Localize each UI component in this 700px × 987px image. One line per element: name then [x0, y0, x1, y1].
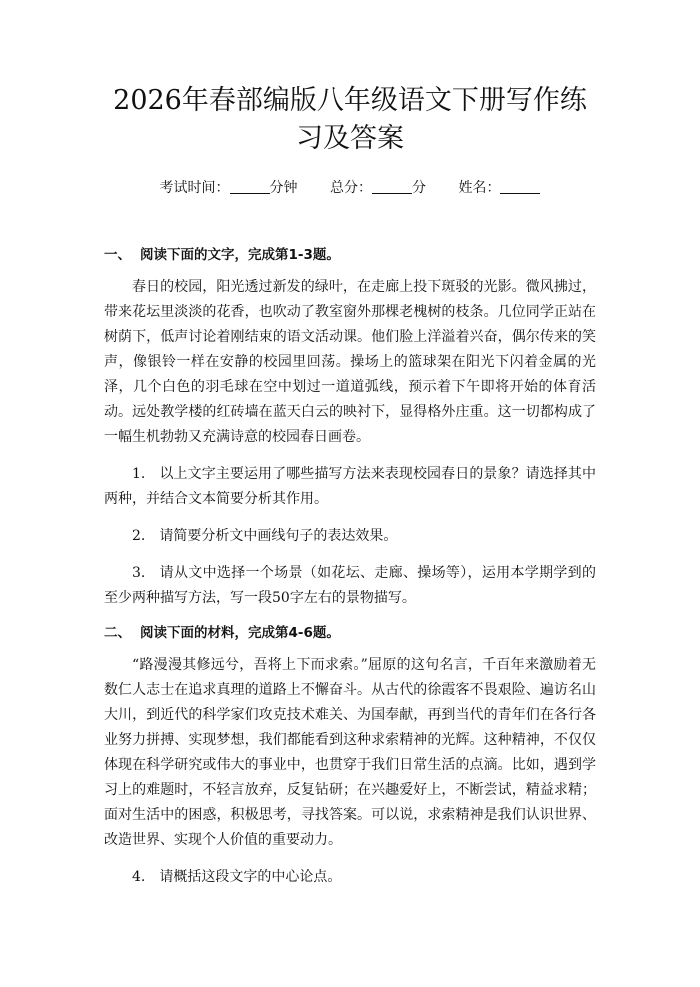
- time-unit: 分钟: [269, 180, 298, 196]
- question-text: 请从文中选择一个场景（如花坛、走廊、操场等），运用本学期学到的至少两种描写方法，写一段50字左右的景物描写。: [104, 565, 596, 606]
- question-1: [104, 462, 596, 512]
- section-heading-text: 阅读下面的文字，完成第1-3题。: [140, 247, 340, 263]
- score-blank: [372, 179, 412, 194]
- reading-passage-2: “路漫漫其修远兮，吾将上下而求索。”屈原的这句名言，千百年来激励着无数仁人志士在追求真理的道路上不懈奋斗。从古代的徐霞客不畏艰险、遍访名山大川，到近代的科学家们攻克技术难关、为国奉献，再到当代的青年们在各行各业努力拼搏、实现梦想，我们都能看到这种求索精神的光辉。这种精神，不仅仅体现在科学研究或伟大的事业中，也贯穿于我们日常生活的点滴。比如，遇到学习上的难题时，不轻言放弃，反复钻研；在兴趣爱好上，不断尝试，精益求精；面对生活中的困惑，积极思考，寻找答案。可以说，求索精神是我们认识世界、改造世界、实现个人价值的重要动力。: [104, 657, 596, 848]
- question-4: [104, 865, 596, 890]
- question-text: 请概括这段文字的中心论点。: [159, 869, 342, 885]
- question-2: [104, 524, 596, 549]
- question-number: 3.: [132, 565, 146, 581]
- question-number: 1.: [132, 466, 146, 482]
- question-text: 请简要分析文中画线句子的表达效果。: [159, 528, 398, 544]
- section-heading-2: [104, 623, 596, 643]
- question-text: 以上文字主要运用了哪些描写方法来表现校园春日的景象？请选择其中两种，并结合文本简要分析其作用。: [104, 466, 596, 507]
- section-heading-1: [104, 245, 596, 265]
- document-page: [0, 82, 700, 987]
- page-title: 2026年春部编版八年级语文下册写作练习及答案: [113, 85, 587, 154]
- score-label: 总分：: [330, 180, 372, 196]
- question-3: [104, 561, 596, 611]
- name-label: 姓名：: [458, 180, 501, 196]
- section-number: 一、: [104, 247, 131, 263]
- section-number: 二、: [104, 625, 131, 641]
- name-blank: [500, 179, 540, 194]
- score-unit: 分: [412, 180, 426, 196]
- time-field: [160, 180, 302, 196]
- section-heading-text: 阅读下面的材料，完成第4-6题。: [140, 625, 340, 641]
- exam-meta: [104, 178, 596, 198]
- question-number: 2.: [132, 528, 146, 544]
- score-field: [330, 180, 430, 196]
- time-blank: [230, 179, 270, 194]
- name-field: [458, 180, 540, 196]
- question-number: 4.: [132, 869, 146, 885]
- time-label: 考试时间：: [159, 180, 230, 196]
- reading-passage-1: 春日的校园，阳光透过新发的绿叶，在走廊上投下斑驳的光影。微风拂过，带来花坛里淡淡的花香，也吹动了教室窗外那棵老槐树的枝条。几位同学正站在树荫下，低声讨论着刚结束的语文活动课。他们脸上洋溢着兴奋，偶尔传来的笑声，像银铃一样在安静的校园里回荡。操场上的篮球架在阳光下闪着金属的光泽，几个白色的羽毛球在空中划过一道道弧线，预示着下午即将开始的体育活动。远处教学楼的红砖墙在蓝天白云的映衬下，显得格外庄重。这一切都构成了一幅生机勃勃又充满诗意的校园春日画卷。: [104, 279, 596, 445]
